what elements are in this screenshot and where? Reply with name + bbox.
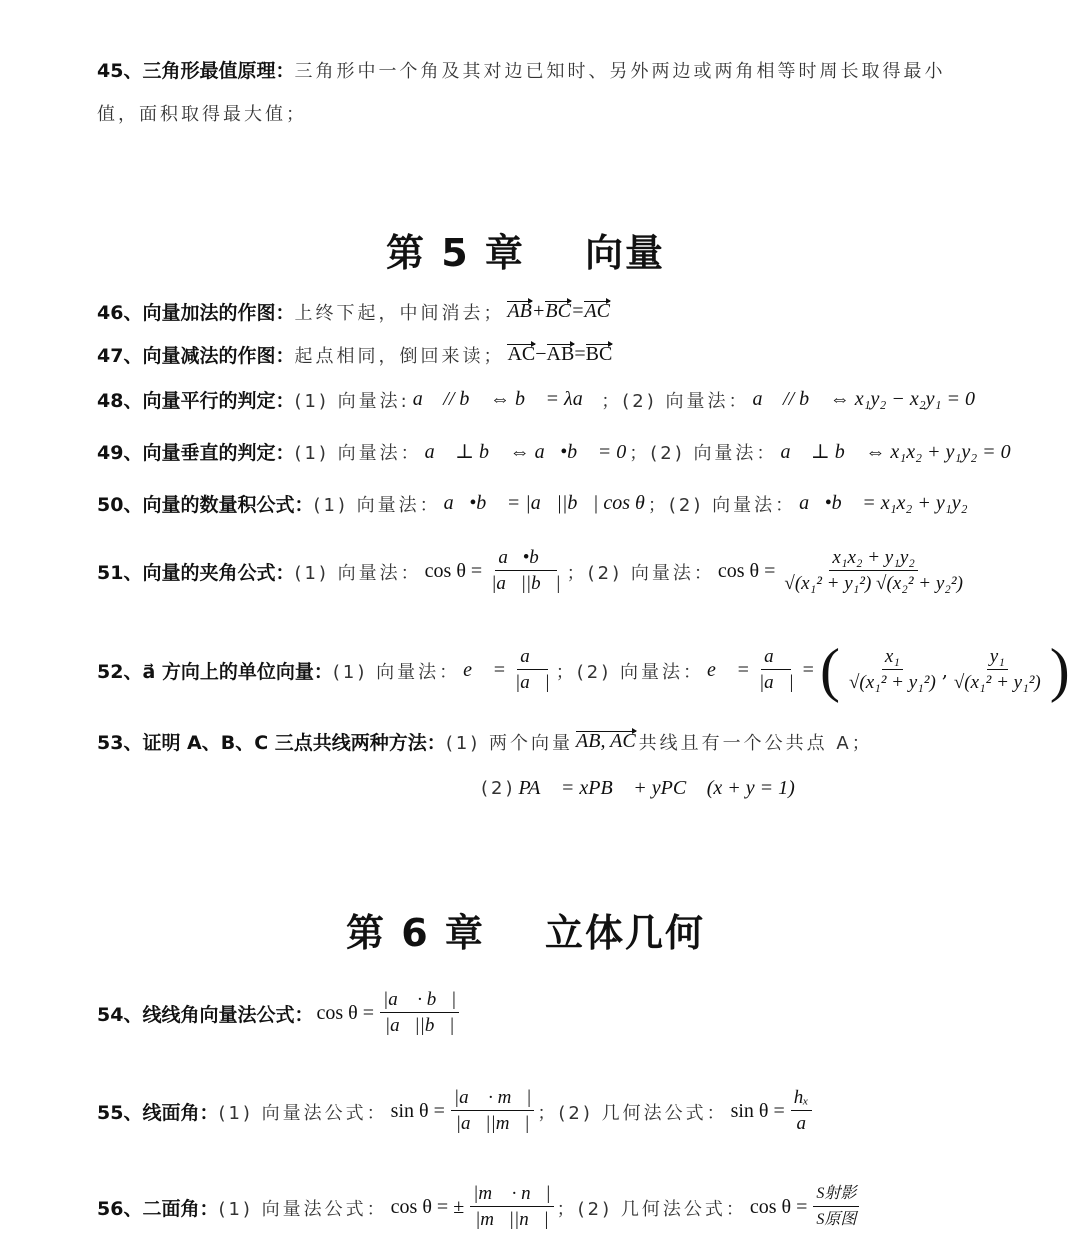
method-2: (2) 向量法： (650, 442, 778, 464)
item-label: 46、向量加法的作图： (97, 302, 295, 324)
method-2: (2) 几何法公式： (577, 1198, 747, 1220)
item-label: 45、 (97, 60, 143, 82)
item-text: 上终下起，中间消去； (294, 302, 505, 324)
fraction-2: $\frac{a⃗}{|a⃗|}$ (758, 646, 794, 693)
formula-1: a⃗•b⃗ = |a⃗||b⃗| cos θ (443, 492, 645, 514)
item-label: 55、线面角： (97, 1102, 219, 1124)
method-1: (1) 向量法： (294, 562, 422, 584)
item-45 (97, 50, 977, 136)
method-2: (2) 几何法公式： (558, 1102, 728, 1124)
formula-lhs: cos θ = ± (390, 1196, 465, 1218)
formula-lhs: cos θ = (717, 560, 776, 582)
item-label: 52、a⃗ 方向上的单位向量： (97, 661, 333, 683)
method-2: (2) (481, 778, 516, 799)
formula-2: a⃗ ⊥ b⃗ ⇔ x₁x₂ + y₁y₂ = 0 (780, 441, 1011, 463)
fraction-2: $\frac{\text{hₓ}}{a}$ (791, 1086, 812, 1137)
method-1: (1) 向量法： (332, 661, 461, 683)
item-56 (97, 1182, 862, 1233)
item-53 (97, 728, 873, 755)
method-2: (2) 向量法： (576, 661, 704, 683)
formula-1: a⃗ // b⃗ ⇔ b⃗ = λa⃗ (412, 388, 599, 410)
separator: ； (601, 390, 623, 412)
item-49 (97, 438, 1014, 465)
fraction-2: $\frac{\text{S射影}}{\text{S原图}}$ (813, 1182, 859, 1233)
formula-lhs: sin θ = (390, 1100, 445, 1122)
separator: ； (647, 494, 669, 516)
item-47 (97, 341, 615, 368)
item-text: (1) 两个向量 (445, 732, 574, 754)
formula-1: a⃗ ⊥ b⃗ ⇔ a⃗•b⃗ = 0 (424, 441, 627, 463)
equals: = (802, 659, 814, 681)
method-2: (2) 向量法： (668, 494, 797, 516)
item-text: 共线且有一个公共点 A； (638, 732, 873, 754)
fraction-x: $\frac{\text{x₁}}{\text{√(x₁² + y₁²)}}$ (848, 646, 936, 693)
separator: ； (629, 442, 651, 464)
fraction-2: $\frac{\text{x₁x₂ + y₁y₂}}{\text{√(x₁² + y₁²) √(x₂² + y₂²)}}$ (784, 547, 963, 594)
paren: ( (819, 637, 840, 703)
item-51 (97, 546, 969, 597)
fraction: $\frac{|a⃗ \cdot b⃗|}{|a⃗||b⃗|}$ (380, 988, 459, 1039)
separator: ； (556, 1198, 578, 1220)
chapter-number: 第 5 章 (386, 231, 525, 275)
item-55 (97, 1086, 815, 1137)
formula: AB+BC=AC (507, 300, 611, 322)
method-2: (2) 向量法： (622, 390, 750, 412)
item-label: 三角形最值原理： (142, 60, 295, 82)
method-1: (1) 向量法公式： (218, 1198, 388, 1220)
formula-2: a⃗•b⃗ = x₁x₂ + y₁y₂ (799, 492, 968, 514)
formula-lhs: sin θ = (730, 1100, 785, 1122)
formula-2: PA⃗ = xPB⃗ + yPC⃗ (x + y = 1) (518, 777, 795, 799)
fraction-y: $\frac{\text{y₁}}{\text{√(x₁² + y₁²)}}$ (953, 646, 1041, 693)
item-label: 48、向量平行的判定： (97, 390, 295, 412)
formula-lhs: e⃗ = (463, 659, 507, 681)
item-text: 起点相同，倒回来读； (294, 345, 505, 367)
method-1: (1) 向量法： (313, 494, 441, 516)
fraction-1: $\frac{a⃗}{|a⃗|}$ (515, 646, 550, 693)
chapter-5-heading (0, 222, 1051, 277)
formula: AC−AB=BC (507, 343, 613, 365)
vectors: AB, AC (576, 730, 636, 752)
chapter-title: 向量 (584, 231, 665, 275)
item-text: 三角形中一个角及其对边已知时、另外两边或两角相等时周长取得最小值，面积取得最大值； (97, 61, 946, 125)
item-label: 53、证明 A、B、C 三点共线两种方法： (97, 732, 446, 754)
chapter-number: 第 6 章 (346, 911, 485, 955)
separator: ； (566, 562, 588, 584)
fraction-1: $\frac{|m⃗ \cdot n⃗|}{|m⃗||n⃗|}$ (470, 1182, 553, 1233)
item-48 (97, 386, 978, 413)
item-54 (97, 988, 462, 1039)
item-label: 50、向量的数量积公式： (97, 494, 314, 516)
item-label: 49、向量垂直的判定： (97, 442, 295, 464)
method-2: (2) 向量法： (587, 562, 715, 584)
formula-lhs: cos θ = (749, 1196, 808, 1218)
formula-lhs: cos θ = (316, 1002, 374, 1024)
method-1: (1) 向量法: (294, 390, 410, 412)
item-label: 56、二面角： (97, 1198, 219, 1220)
item-label: 47、向量减法的作图： (97, 345, 295, 367)
formula-lhs: e⃗ = (707, 659, 750, 681)
separator: ； (555, 661, 577, 683)
item-label: 54、线线角向量法公式： (97, 1004, 314, 1026)
item-53-line-2 (481, 777, 798, 800)
paren: ) (1049, 637, 1070, 703)
item-52: 52、a⃗ 方向上的单位向量： (1) 向量法： e⃗ = $\frac{a⃗}{|a⃗|}$ ； (2) 向量法： e⃗ = $\frac{a⃗}{|a⃗|}$ = ( $\frac{\text{x₁}}{\text{√(x₁² + y₁²)}}$ , $\frac{\text{y₁}}{\text{√(x₁² + y₁²)}}$ ) (97, 637, 1070, 703)
method-1: (1) 向量法： (294, 442, 422, 464)
fraction-1: $\frac{|a⃗ \cdot m⃗|}{|a⃗||m⃗|}$ (451, 1086, 534, 1137)
separator: ； (537, 1102, 559, 1124)
chapter-title: 立体几何 (544, 911, 705, 955)
chapter-6-heading (0, 902, 1051, 957)
fraction-1: $\frac{a⃗•b⃗}{|a⃗||b⃗|}$ (491, 547, 561, 594)
item-46 (97, 298, 613, 325)
method-1: (1) 向量法公式： (218, 1102, 388, 1124)
item-label: 51、向量的夹角公式： (97, 562, 295, 584)
formula-2: a⃗ // b⃗ ⇔ x₁y₂ − x₂y₁ = 0 (752, 388, 976, 410)
formula-lhs: cos θ = (424, 560, 483, 582)
item-50 (97, 490, 971, 517)
